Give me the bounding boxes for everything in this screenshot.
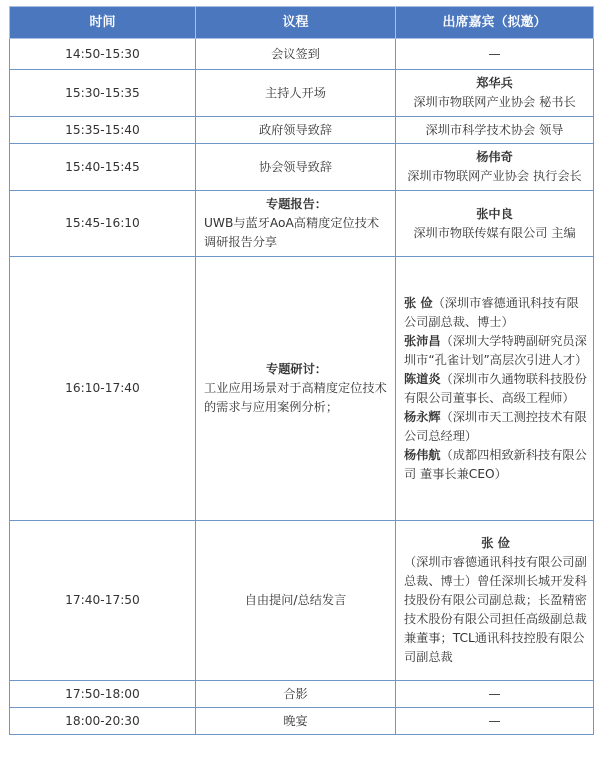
row-time: 17:50-18:00 bbox=[10, 681, 196, 708]
panelist-name: 张沛昌 bbox=[404, 333, 441, 348]
agenda-title: 专题报告： bbox=[266, 197, 327, 211]
panelist bbox=[404, 446, 587, 484]
panelist bbox=[404, 332, 587, 370]
header-guest: 出席嘉宾（拟邀） bbox=[396, 7, 594, 39]
row-time: 16:10-17:40 bbox=[10, 257, 196, 521]
guest-name: 张 俭 bbox=[481, 536, 510, 550]
row-agenda: 晚宴 bbox=[196, 708, 396, 735]
row-time: 15:35-15:40 bbox=[10, 117, 196, 144]
row-guest: — bbox=[396, 708, 594, 735]
panelist-name: 张 俭 bbox=[404, 295, 433, 310]
table-row bbox=[10, 681, 594, 708]
panelist-title: （深圳大学特聘副研究员深圳市“孔雀计划”高层次引进人才） bbox=[404, 333, 588, 367]
panelist-name: 杨伟航 bbox=[404, 447, 441, 462]
row-time: 18:00-20:30 bbox=[10, 708, 196, 735]
row-time: 15:40-15:45 bbox=[10, 144, 196, 191]
guest-title: 深圳市物联网产业协会 执行会长 bbox=[407, 169, 582, 183]
row-guest bbox=[396, 70, 594, 117]
row-guest bbox=[396, 191, 594, 257]
row-guest: — bbox=[396, 681, 594, 708]
row-agenda: 协会领导致辞 bbox=[196, 144, 396, 191]
row-time: 17:40-17:50 bbox=[10, 521, 196, 681]
guest-name: 郑华兵 bbox=[476, 76, 513, 90]
table-row bbox=[10, 144, 594, 191]
row-agenda: 政府领导致辞 bbox=[196, 117, 396, 144]
agenda-table bbox=[9, 6, 594, 735]
row-agenda: 主持人开场 bbox=[196, 70, 396, 117]
table-row bbox=[10, 117, 594, 144]
table-header-row bbox=[10, 7, 594, 39]
panelist bbox=[404, 294, 587, 332]
row-guest bbox=[396, 521, 594, 681]
row-time: 15:30-15:35 bbox=[10, 70, 196, 117]
row-agenda: 会议签到 bbox=[196, 39, 396, 70]
panelist-name: 陈道炎 bbox=[404, 371, 441, 386]
guest-title: 深圳市物联网产业协会 秘书长 bbox=[413, 95, 576, 109]
table-row bbox=[10, 521, 594, 681]
agenda-detail: UWB与蓝牙AoA高精度定位技术调研报告分享 bbox=[204, 216, 380, 249]
row-guest bbox=[396, 144, 594, 191]
row-agenda: 合影 bbox=[196, 681, 396, 708]
panelist-title: （深圳市久通物联科技股份有限公司董事长、高级工程师） bbox=[404, 371, 587, 405]
header-agenda: 议程 bbox=[196, 7, 396, 39]
row-guest: 深圳市科学技术协会 领导 bbox=[396, 117, 594, 144]
row-guest bbox=[396, 257, 594, 521]
table-row bbox=[10, 70, 594, 117]
panelist bbox=[404, 408, 587, 446]
panelist-title: （成都四相致新科技有限公司 董事长兼CEO） bbox=[404, 447, 587, 481]
guest-name: 张中良 bbox=[476, 206, 513, 221]
table-row bbox=[10, 191, 594, 257]
panelist bbox=[404, 370, 587, 408]
guest-name: 杨伟奇 bbox=[476, 150, 513, 164]
row-time: 15:45-16:10 bbox=[10, 191, 196, 257]
row-agenda bbox=[196, 191, 396, 257]
table-row bbox=[10, 39, 594, 70]
table-row bbox=[10, 708, 594, 735]
row-agenda bbox=[196, 257, 396, 521]
table-row bbox=[10, 257, 594, 521]
header-time: 时间 bbox=[10, 7, 196, 39]
row-guest: — bbox=[396, 39, 594, 70]
panelist-title: （深圳市睿德通讯科技有限公司副总裁、博士） bbox=[404, 295, 579, 329]
row-agenda: 自由提问/总结发言 bbox=[196, 521, 396, 681]
guest-title: （深圳市睿德通讯科技有限公司副总裁、博士）曾任深圳长城开发科技股份有限公司副总裁；长盈精密技术股份有限公司担任高级副总裁兼董事；TCL通讯科技控股有限公司副总裁 bbox=[404, 555, 587, 664]
agenda-detail: 工业应用场景对于高精度定位技术的需求与应用案例分析； bbox=[204, 381, 387, 414]
guest-title: 深圳市物联传媒有限公司 主编 bbox=[413, 225, 576, 240]
row-time: 14:50-15:30 bbox=[10, 39, 196, 70]
agenda-title: 专题研讨： bbox=[266, 362, 327, 376]
panelist-title: （深圳市天工测控技术有限公司总经理） bbox=[404, 409, 587, 443]
panelist-name: 杨永辉 bbox=[404, 409, 441, 424]
